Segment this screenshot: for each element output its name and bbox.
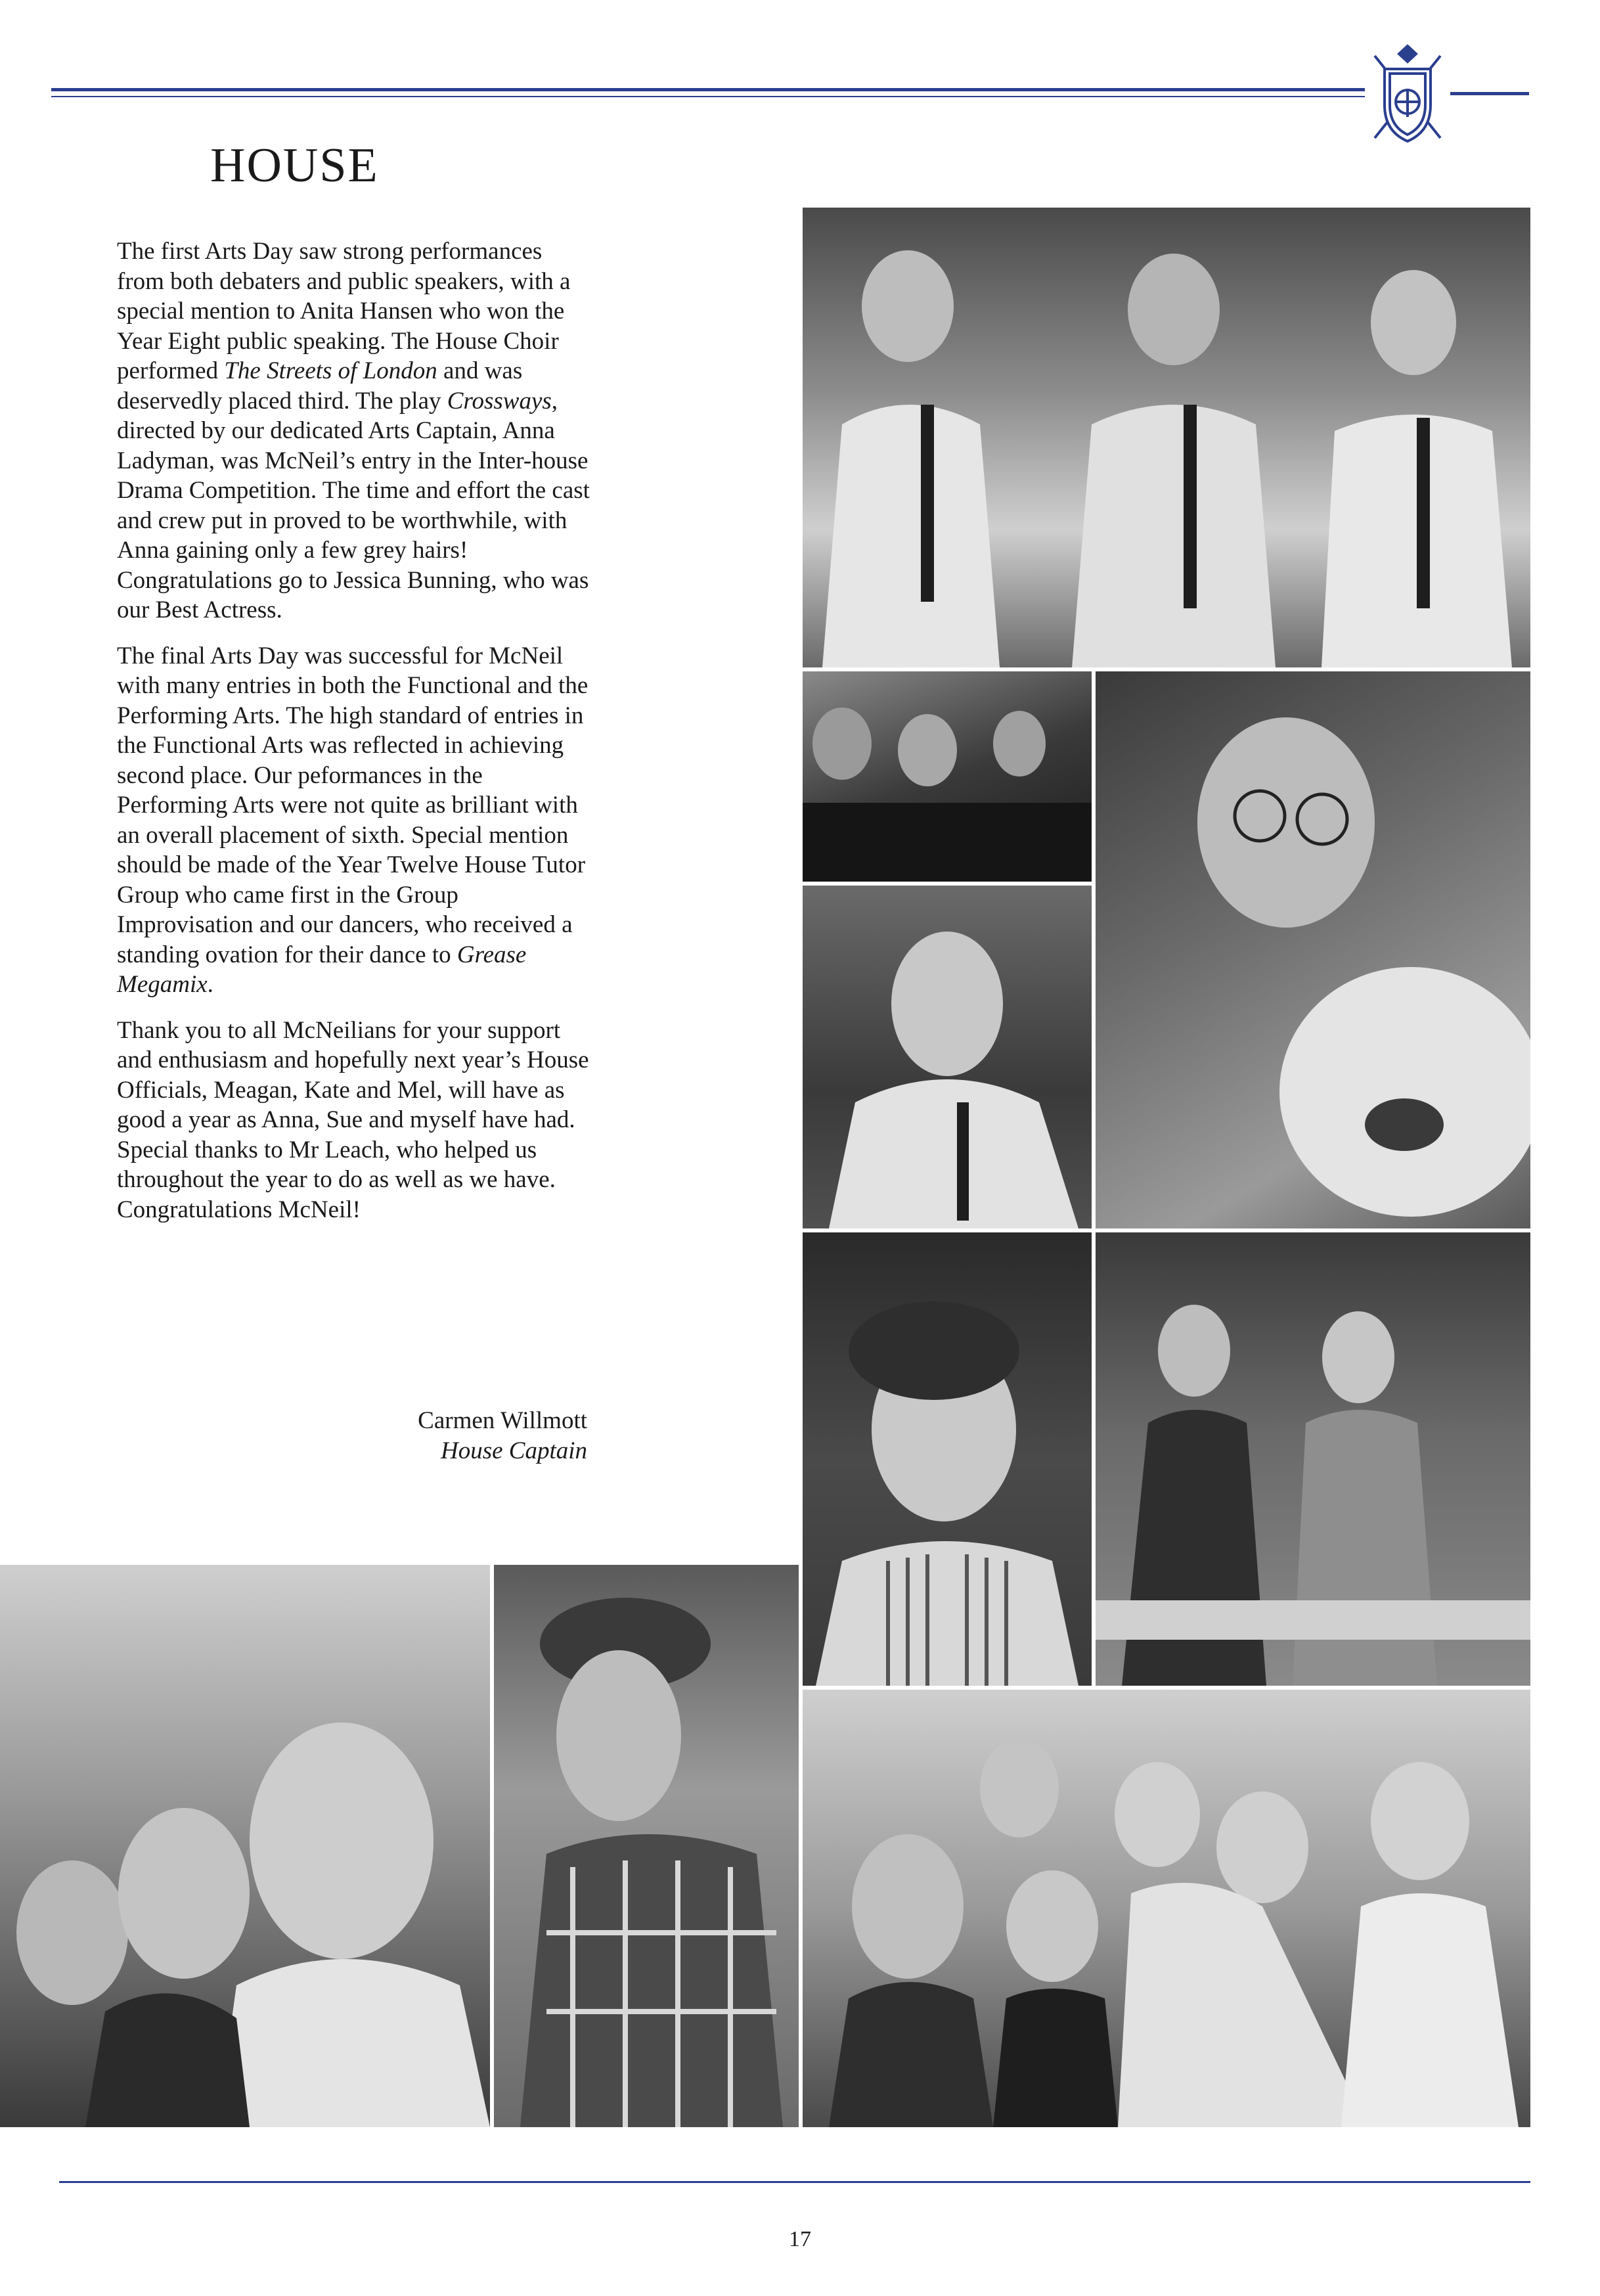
photo-three-students — [803, 208, 1530, 667]
song-title: The Streets of London — [224, 357, 437, 384]
article-paragraph-3: Thank you to all McNeilians for your support and enthusiasm and hopefully next year’s House Officials, Meagan, Kate and Mel, will have as good a year as Anna, Sue and myself have had. Special thanks to Mr Leach, who helped us throughout the year to do as well as we have. Congratulations McNeil! — [117, 1016, 589, 1223]
play-title: Crossways — [447, 387, 552, 415]
author-role: House Captain — [440, 1437, 587, 1464]
signoff — [328, 1406, 587, 1466]
page-number: 17 — [789, 2227, 811, 2251]
header-rule-thin — [51, 96, 1365, 97]
photo-student-with-dog — [1096, 671, 1530, 1228]
footer-rule — [59, 2181, 1530, 2183]
article-paragraph-2: The final Arts Day was successful for McNeil with many entries in both the Functional and the Performing Arts. The high standard of entries in the Functional Arts was reflected in achieving second place. Our peformances in the Performing Arts were not quite as brilliant with an overall placement of sixth. Special mention should be made of the Year Twelve House Tutor Group who came first in the Group Improvisation and our dancers, who received a standing ovation for their dance to Grease Megamix. — [117, 642, 589, 998]
article-paragraph-1: The first Arts Day saw strong performances from both debaters and public speakers, with a special mention to Anita Hansen who won the Year Eight public speaking. The House Choir performed The Streets of London and was deservedly placed third. The play Crossways, directed by our dedicated Arts Captain, Anna Ladyman, was McNeil’s entry in the Inter-house Drama Competition. The time and effort the cast and crew put in proved to be worthwhile, with Anna gaining only a few grey hairs! Congratulations go to Jessica Bunning, who was our Best Actress. — [117, 238, 590, 623]
photo-group-of-students — [803, 1690, 1530, 2127]
header-rule-right — [1450, 92, 1529, 95]
photo-smiling-student — [803, 1232, 1092, 1686]
photo-students-on-bed — [1096, 1232, 1530, 1686]
photo-student-in-cap — [494, 1565, 799, 2127]
photo-band-players — [803, 671, 1092, 882]
page-title: HOUSE — [210, 139, 379, 192]
author-name: Carmen Willmott — [418, 1407, 587, 1434]
photo-laughing-students — [0, 1565, 490, 2127]
dance-title: Grease Megamix — [117, 941, 527, 998]
article-body — [117, 236, 590, 1240]
school-crest-icon — [1365, 39, 1450, 151]
photo-student-profile — [803, 886, 1092, 1228]
header-rule — [51, 88, 1365, 91]
